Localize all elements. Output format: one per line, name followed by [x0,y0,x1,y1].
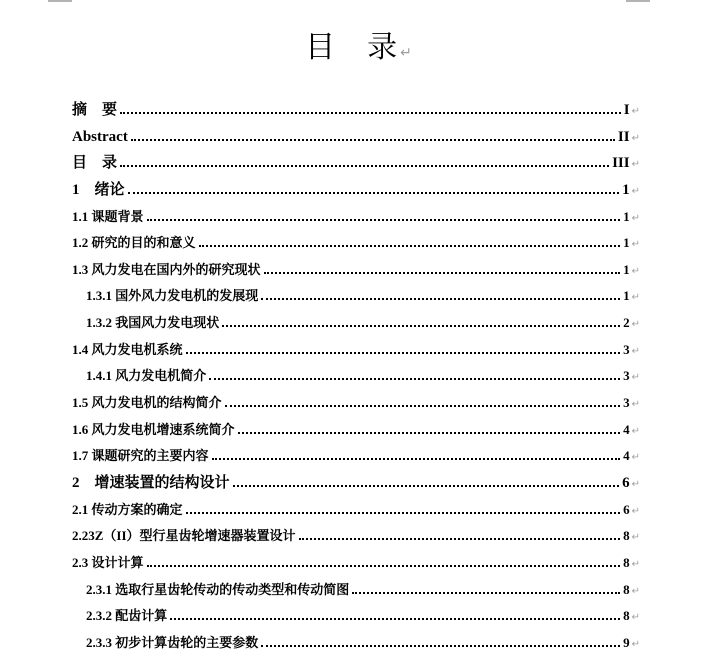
toc-entry-page: 6 [622,474,630,491]
toc-entry-page: 8 [623,528,630,544]
dot-leader [128,189,620,194]
paragraph-mark-icon: ↵ [631,319,640,331]
page-title-text: 目 录 [305,31,399,64]
paragraph-mark-icon: ↵ [631,212,640,224]
paragraph-mark-icon: ↵ [631,532,640,544]
toc-entry-page: 1 [623,235,630,251]
toc-row[interactable] [72,257,640,284]
toc-entry-label: 1.3.1 国外风力发电机的发展现 [86,288,259,304]
toc-entry-page: I [623,102,630,118]
paragraph-mark-icon: ↵ [631,585,640,597]
paragraph-mark-icon: ↵ [631,132,640,144]
toc-row[interactable] [72,204,640,231]
dot-leader [186,349,621,354]
toc-entry-label: 摘 要 [72,102,118,118]
dot-leader [261,642,620,647]
toc-row[interactable] [72,550,640,577]
toc-entry-page: 2 [623,315,630,331]
toc-entry-page: III [612,155,630,172]
toc-entry-label: 1.3 风力发电在国内外的研究现状 [72,261,261,277]
toc-entry-page: 3 [623,368,630,384]
toc-row[interactable] [72,577,640,604]
dot-leader [299,535,621,540]
dot-leader [199,242,621,247]
dot-leader [212,455,621,460]
dot-leader [222,322,620,327]
toc-entry-page: 4 [623,421,630,437]
toc-row[interactable] [72,283,640,310]
toc-list [72,97,640,656]
toc-entry-page: 8 [623,608,630,624]
toc-entry-page: 3 [623,395,630,411]
toc-entry-page: 1 [623,261,630,277]
toc-entry-label: 2.23Z（II）型行星齿轮增速器装置设计 [72,528,296,544]
paragraph-mark-icon: ↵ [400,45,413,61]
paragraph-mark-icon: ↵ [631,505,640,517]
toc-row[interactable] [72,124,640,151]
dot-leader [261,295,620,300]
toc-entry-label: 1.6 风力发电机增速系统简介 [72,421,235,437]
toc-entry-page: II [617,128,630,145]
toc-row[interactable] [72,97,640,124]
toc-row[interactable] [72,310,640,337]
dot-leader [233,482,620,487]
dot-leader [131,136,615,141]
toc-row[interactable] [72,230,640,257]
paragraph-mark-icon: ↵ [631,265,640,277]
toc-row[interactable] [72,470,640,497]
toc-entry-page: 9 [623,634,630,650]
toc-entry-label: 1.1 课题背景 [72,208,144,224]
paragraph-mark-icon: ↵ [631,612,640,624]
paragraph-mark-icon: ↵ [631,185,640,197]
toc-row[interactable] [72,417,640,444]
paragraph-mark-icon: ↵ [631,478,640,490]
toc-entry-label: 2.3.3 初步计算齿轮的主要参数 [86,634,259,650]
toc-row[interactable] [72,363,640,390]
toc-row[interactable] [72,443,640,470]
toc-entry-page: 1 [622,181,630,198]
dot-leader [186,509,621,514]
dot-leader [147,562,621,567]
toc-entry-page: 8 [623,581,630,597]
toc-entry-page: 4 [623,448,630,464]
toc-entry-label: 1.4 风力发电机系统 [72,341,183,357]
dot-leader [170,615,620,620]
toc-row[interactable] [72,177,640,204]
paragraph-mark-icon: ↵ [631,558,640,570]
toc-entry-label: 目 录 [72,155,118,172]
dot-leader [120,162,609,167]
margin-crop-mark-right [626,0,650,2]
toc-entry-label: 1 绪论 [72,181,125,198]
toc-row[interactable] [72,523,640,550]
paragraph-mark-icon: ↵ [631,292,640,304]
toc-entry-label: 2.3 设计计算 [72,554,144,570]
paragraph-mark-icon: ↵ [631,399,640,411]
toc-entry-page: 8 [623,554,630,570]
paragraph-mark-icon: ↵ [631,239,640,251]
margin-crop-mark-left [48,0,72,2]
toc-entry-label: Abstract [72,128,128,145]
paragraph-mark-icon: ↵ [631,638,640,650]
toc-entry-label: 2 增速装置的结构设计 [72,474,230,491]
dot-leader [209,375,620,380]
toc-row[interactable] [72,150,640,177]
toc-entry-label: 1.4.1 风力发电机简介 [86,368,207,384]
dot-leader [352,589,620,594]
toc-entry-label: 2.1 传动方案的确定 [72,501,183,517]
toc-entry-label: 1.7 课题研究的主要内容 [72,448,209,464]
toc-entry-page: 3 [623,341,630,357]
toc-entry-label: 1.2 研究的目的和意义 [72,235,196,251]
paragraph-mark-icon: ↵ [631,425,640,437]
dot-leader [238,429,621,434]
page-title [0,30,718,71]
toc-entry-label: 2.3.1 选取行星齿轮传动的传动类型和传动简图 [86,581,350,597]
dot-leader [147,216,621,221]
toc-entry-label: 2.3.2 配齿计算 [86,608,168,624]
toc-entry-page: 1 [623,288,630,304]
paragraph-mark-icon: ↵ [631,452,640,464]
paragraph-mark-icon: ↵ [631,106,640,117]
paragraph-mark-icon: ↵ [631,345,640,357]
paragraph-mark-icon: ↵ [631,159,640,171]
toc-entry-page: 1 [623,208,630,224]
toc-entry-page: 6 [623,501,630,517]
dot-leader [225,402,621,407]
toc-row[interactable] [72,337,640,364]
toc-entry-label: 1.5 风力发电机的结构简介 [72,395,222,411]
toc-row[interactable] [72,390,640,417]
dot-leader [264,269,621,274]
toc-row[interactable] [72,630,640,657]
dot-leader [120,109,621,114]
toc-row[interactable] [72,603,640,630]
paragraph-mark-icon: ↵ [631,372,640,384]
toc-row[interactable] [72,497,640,524]
toc-entry-label: 1.3.2 我国风力发电现状 [86,315,220,331]
